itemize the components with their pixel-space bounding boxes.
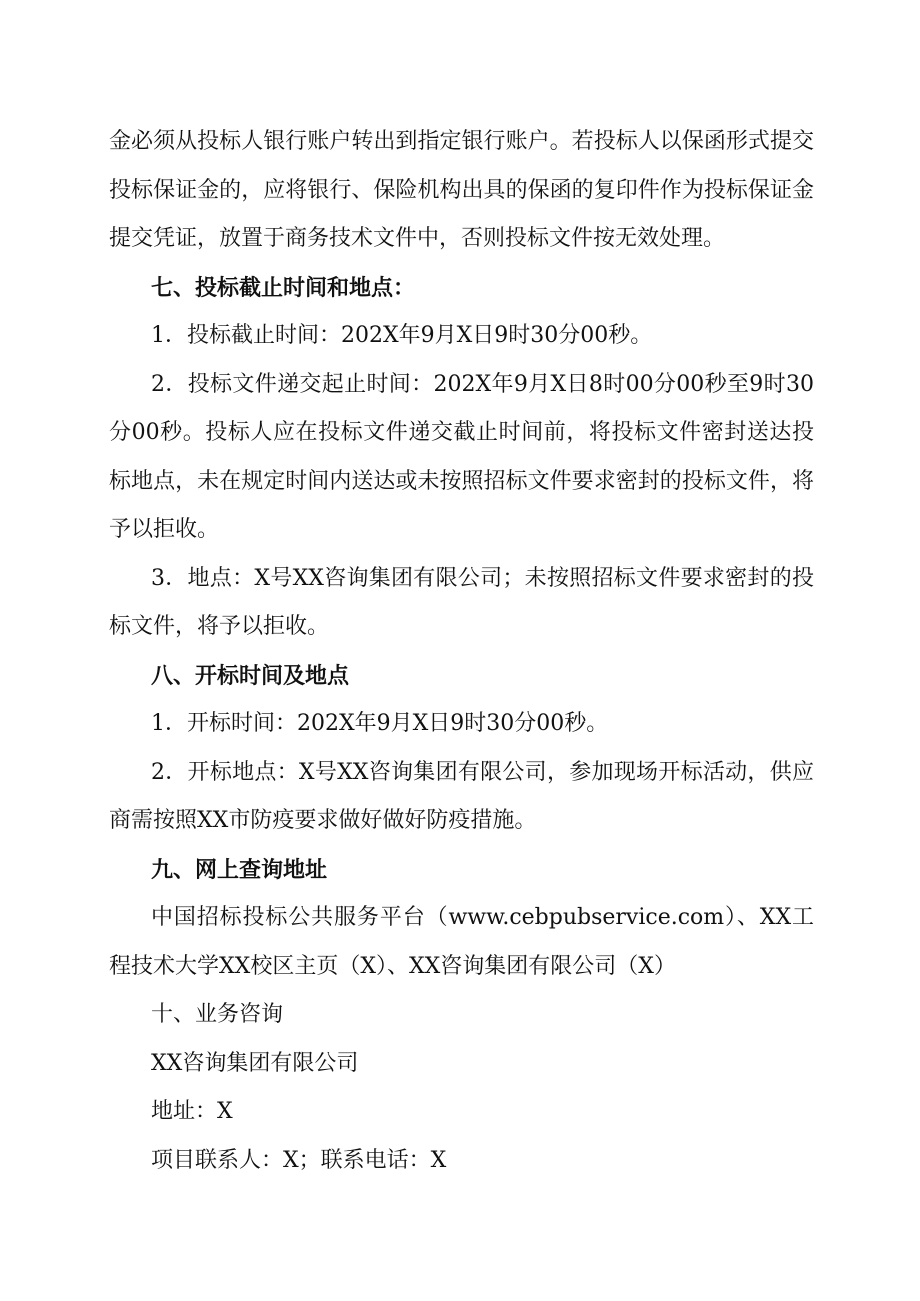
document-page xyxy=(109,118,814,1185)
paragraph-address: 地址：X xyxy=(151,1099,233,1124)
paragraph-submission-period: 2．投标文件递交起止时间：202X年9月X日8时00分00秒至9时30分00秒。投标人应在投标文件递交截止时间前，将投标文件密封送达投标地点，未在规定时间内送达或未按照招标文件要求密封的投标文件，将予以拒收。 xyxy=(109,371,814,542)
paragraph-contact: 项目联系人：X；联系电话：X xyxy=(151,1147,447,1173)
heading-section-10: 十、业务咨询 xyxy=(151,1002,284,1027)
paragraph-online-query: 中国招标投标公共服务平台（www.cebpubservice.com）、XX工程技术大学XX校区主页（X）、XX咨询集团有限公司（X） xyxy=(109,905,814,979)
heading-section-9: 九、网上查询地址 xyxy=(151,856,328,883)
paragraph-submission-location: 3．地点：X号XX咨询集团有限公司；未按照招标文件要求密封的投标文件，将予以拒收。 xyxy=(109,565,814,639)
paragraph-deposit-continuation: 金必须从投标人银行账户转出到指定银行账户。若投标人以保函形式提交投标保证金的，应将银行、保险机构出具的保函的复印件作为投标保证金提交凭证，放置于商务技术文件中，否则投标文件按无效处理。 xyxy=(109,129,814,251)
paragraph-opening-time: 1．开标时间：202X年9月X日9时30分00秒。 xyxy=(151,711,609,736)
heading-section-8: 八、开标时间及地点 xyxy=(151,662,350,689)
heading-section-7: 七、投标截止时间和地点： xyxy=(151,274,416,301)
paragraph-bid-deadline: 1．投标截止时间：202X年9月X日9时30分00秒。 xyxy=(151,323,653,348)
paragraph-company-name: XX咨询集团有限公司 xyxy=(151,1050,359,1076)
paragraph-opening-location: 2．开标地点：X号XX咨询集团有限公司，参加现场开标活动，供应商需按照XX市防疫要求做好做好防疫措施。 xyxy=(109,759,814,833)
